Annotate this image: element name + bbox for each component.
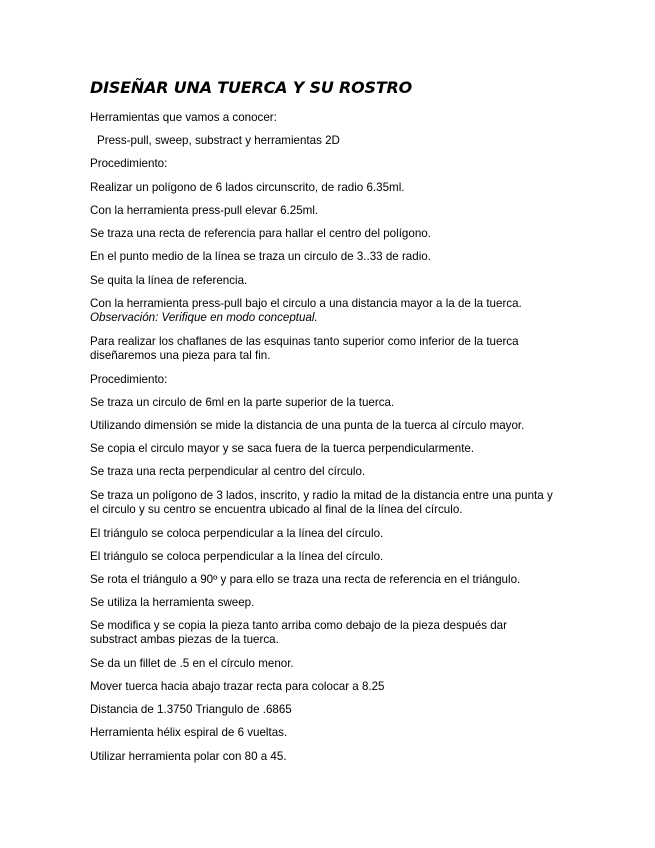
paragraph-line: El triángulo se coloca perpendicular a la línea del círculo. [90,550,384,563]
paragraph-line: Herramientas que vamos a conocer: [90,111,277,124]
paragraph-line: Se quita la línea de referencia. [90,274,248,287]
paragraph-line: Se traza un polígono de 3 lados, inscrito, y radio la mitad de la distancia entre una punta y [90,489,553,502]
paragraph-line: Se traza un circulo de 6ml en la parte superior de la tuerca. [90,396,395,409]
paragraph-line: Para realizar los chaflanes de las esquinas tanto superior como inferior de la tuerca [90,335,519,348]
observation-line: Observación: Verifique en modo conceptual. [90,311,318,324]
paragraph-line: Mover tuerca hacia abajo trazar recta para colocar a 8.25 [90,680,385,693]
paragraph-line: Realizar un polígono de 6 lados circunscrito, de radio 6.35ml. [90,181,405,194]
paragraph-line: Se copia el circulo mayor y se saca fuera de la tuerca perpendicularmente. [90,442,475,455]
paragraph-line: Se modifica y se copia la pieza tanto arriba como debajo de la pieza después dar [90,619,507,632]
paragraph-line: substract ambas piezas de la tuerca. [90,633,279,646]
paragraph-line: El triángulo se coloca perpendicular a la línea del círculo. [90,527,384,540]
document-title: DISEÑAR UNA TUERCA Y SU ROSTRO [90,78,413,97]
paragraph-line: Con la herramienta press-pull bajo el circulo a una distancia mayor a la de la tuerca. [90,297,522,310]
paragraph-line: Se rota el triángulo a 90º y para ello se traza una recta de referencia en el triángulo. [90,573,521,586]
paragraph-line: Press-pull, sweep, substract y herramientas 2D [97,134,340,147]
paragraph-line: Se utiliza la herramienta sweep. [90,596,255,609]
paragraph-line: Procedimiento: [90,373,168,386]
paragraph-line: Herramienta hélix espiral de 6 vueltas. [90,726,288,739]
paragraph-line: Procedimiento: [90,157,168,170]
paragraph-line: el circulo y su centro se encuentra ubicado al final de la línea del círculo. [90,503,463,516]
paragraph-line: Se traza una recta de referencia para hallar el centro del polígono. [90,227,431,240]
paragraph-line: Utilizando dimensión se mide la distancia de una punta de la tuerca al círculo mayor. [90,419,525,432]
paragraph-line: Se traza una recta perpendicular al centro del círculo. [90,465,366,478]
paragraph-line: Distancia de 1.3750 Triangulo de .6865 [90,703,292,716]
paragraph-line: Se da un fillet de .5 en el círculo menor. [90,657,294,670]
paragraph-line: En el punto medio de la línea se traza un circulo de 3..33 de radio. [90,250,431,263]
paragraph-line: Utilizar herramienta polar con 80 a 45. [90,750,287,763]
paragraph-line: diseñaremos una pieza para tal fin. [90,349,271,362]
paragraph-line: Con la herramienta press-pull elevar 6.25ml. [90,204,319,217]
